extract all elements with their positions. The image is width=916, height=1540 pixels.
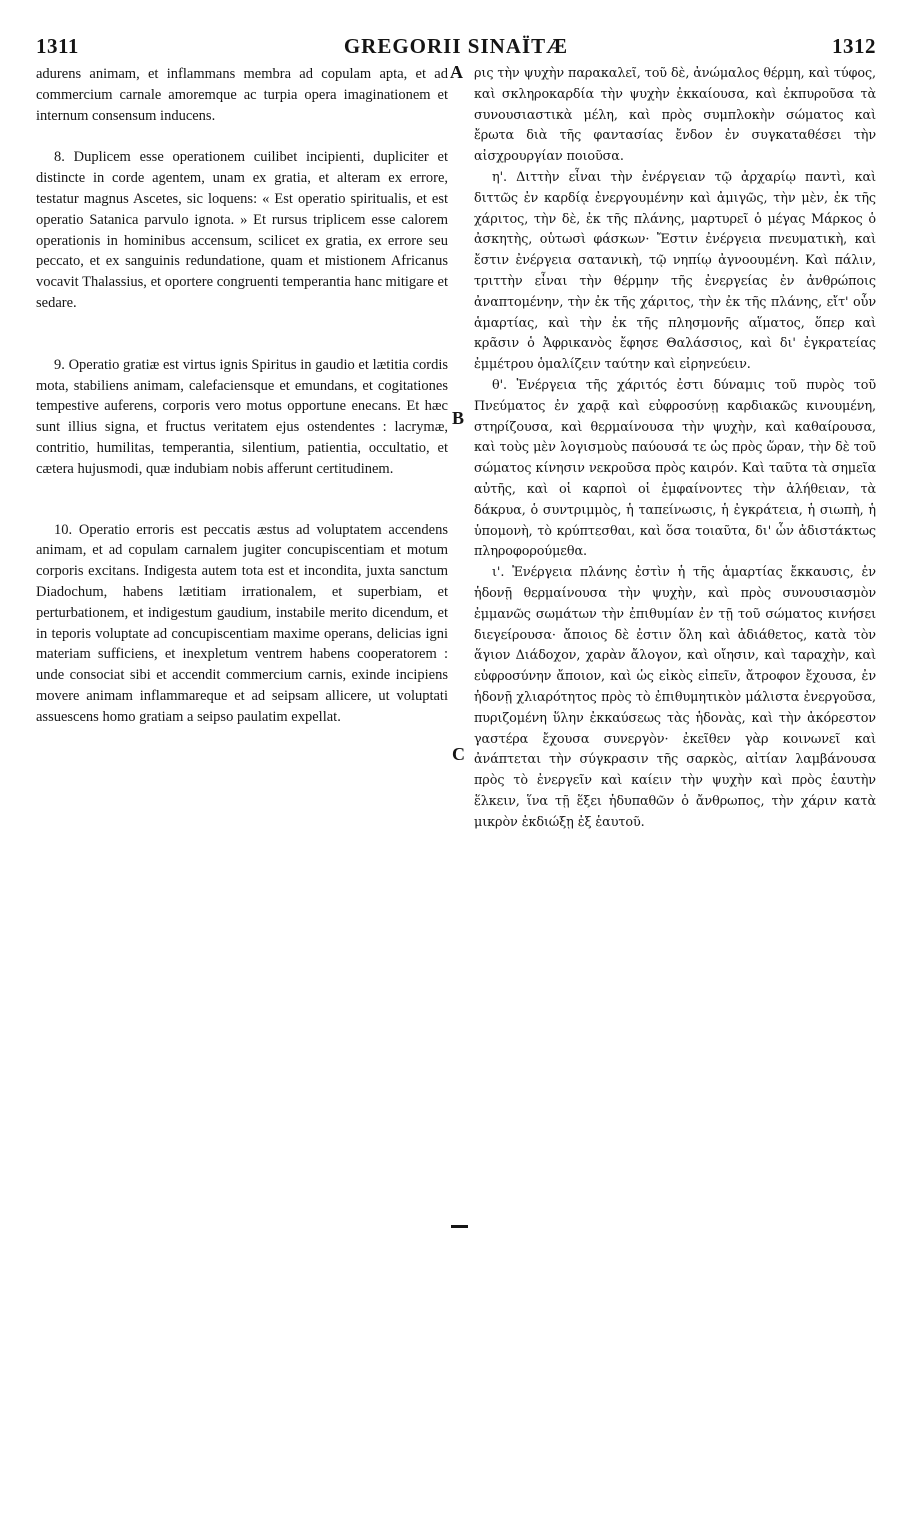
page-header [36,32,876,62]
latin-paragraph-7-end: adurens animam, et inflammans membra ad copulam apta, et ad commercium carnale amoremque ac turpia opera imaginationem et internum consensum inducens. [36,66,448,124]
greek-paragraph-7-end: ρις τὴν ψυχὴν παρακαλεῖ, τοῦ δὲ, ἀνώμαλος θέρμη, καὶ τύφος, καὶ σκληροκαρδία τὴν ψυχὴν ἐκκαίουσα, καὶ ἐκπυροῦσα τὰ συνουσιαστικὰ μέλη, καὶ πρὸς συμπλοκὴν σώματος καὶ ἔρωτα διὰ τῆς φαντασίας ἔνδον ἐν συγκαταθέσει τὴν αἰσχρουργίαν ποιοῦσα. [474,66,876,165]
end-dash [451,1225,468,1228]
page-number-right: 1312 [832,34,876,58]
margin-letter-c: C [452,744,465,764]
greek-column [474,64,876,833]
margin-letter-a: A [450,62,463,82]
margin-letter-b: B [452,408,465,428]
running-title: GREGORII SINAÏTÆ [343,34,569,58]
latin-paragraph-9: 9. Operatio gratiæ est virtus ignis Spiritus in gaudio et lætitia cordis mota, stabiliens animam, calefaciensque et emundans, et cogitationes tempestive auferens, corporis vero motus opportune enecans. Et hæc sunt illius signa, et fructus veritatem ejus ostendentes : lacrymæ, contritio, humilitas, temperantia, silentium, patientia, occultatio, et cætera hujusmodi, quæ indubiam nobis afferunt certitudinem. [36,356,448,477]
greek-paragraph-10: ι'. Ἐνέργεια πλάνης ἐστὶν ἡ τῆς ἁμαρτίας ἔκκαυσις, ἐν ἡδονῇ θερμαίνουσα τὴν ψυχὴν, καὶ πρὸς συνουσιασμὸν ἐμμανῶς σωμάτων τὴν ἐπιθυμίαν ἐν τῇ τοῦ σώματος κινήσει διεγείρουσα· ἄποιος δὲ ἐστιν ὅλη καὶ ἀδιάθετος, κατὰ τὸν ἅγιον Διάδοχον, χαρὰν ἄλογον, καὶ οἴησιν, καὶ ταραχὴν, καὶ εὐφροσύνην ἄποιον, καὶ ὡς εἰκὸς εἰπεῖν, ἄτροφον ἔχουσα, ἐν ἡδονῇ χλιαρότητος πρὸς τὸ ἐπιθυμητικὸν μάλιστα ἐνεργοῦσα, πυριζομένη ὕλην ἐκκαύσεως τὰς ἡδονὰς, καὶ τὴν ἀκόρεστον γαστέρα ἔχουσα συνεργὸν· ἐκεῖθεν γὰρ κοινωνεῖ καὶ ἀνάπτεται τὴν σύγκρασιν τῆς σαρκὸς, αἰτίαν λαμβάνουσα πρὸς τὸ ἐνεργεῖν καὶ καίειν τὴν ψυχὴν καὶ πρὸς ἑαυτὴν ἕλκειν, ἵνα τῇ ἕξει ἡδυπαθῶν ὁ ἄνθρωπος, τὴν χάριν κατὰ μικρὸν ἐκδιώξῃ ἐξ ἑαυτοῦ. [474,565,876,830]
latin-column [36,64,448,728]
greek-paragraph-9: θ'. Ἐνέργεια τῆς χάριτός ἐστι δύναμις τοῦ πυρὸς τοῦ Πνεύματος ἐν χαρᾷ καὶ εὐφροσύνῃ καρδιακῶς κινουμένη, στηρίζουσα, καὶ θερμαίνουσα τὴν ψυχὴν, καὶ καθαίρουσα, καὶ τοὺς μὲν λογισμοὺς παύουσά τε ὡς πρὸς ὥραν, τὴν δὲ τοῦ σώματος κίνησιν νεκροῦσα πρὸς καιρόν. Καὶ ταῦτα τὰ σημεῖα αὐτῆς, καὶ οἱ καρποὶ οἱ ἐμφαίνοντες τὴν ἀλήθειαν, τὰ δάκρυα, ὁ συντριμμὸς, ἡ ταπείνωσις, ἡ ἐγκράτεια, ἡ σιωπὴ, ἡ ὑπομονὴ, τὸ κρύπτεσθαι, καὶ ὅσα τοιαῦτα, δι' ὧν ἀδιστάκτως πληροφορούμεθα. [474,377,876,560]
page-number-left: 1311 [36,34,79,58]
latin-paragraph-10: 10. Operatio erroris est peccatis æstus ad voluptatem accendens animam, et ad copulam carnalem jugiter concupiscentiam et motum corporis excitans. Indigesta autem tota est et incondita, juxta sanctum Diadochum, habens lætitiam irrationalem, et superbiam, et perturbationem, et indigestum gaudium, instabile merito dicendum, et in teporis voluptate ad concupiscentiam maxime operans, delicias igni materiam sufficiens, et inexpletum ventrem habens cooperatorem : unde consociat sibi et accendit commercium carnis, exinde incipiens movere animam inflammareque et ad seipsam allicere, ut voluptati assuescens homo gratiam a seipso paulatim expellat. [36,521,448,725]
latin-paragraph-8: 8. Duplicem esse operationem cuilibet incipienti, dupliciter et distincte in corde agentem, unam ex gratia, et alteram ex errore, testatur magnus Ascetes, sic loquens: « Est operatio spiritualis, et est operatio Satanica parvulo ignota. » Et rursus triplicem esse calorem operationis in hominibus accensum, scilicet ex gratia, ex errore seu peccato, et ex sanguinis redundatione, quam et mistionem Africanus vocavit Thalassius, et oportere congruenti temperantia hanc mitigare et sedare. [36,149,448,311]
greek-paragraph-8: η'. Διττὴν εἶναι τὴν ἐνέργειαν τῷ ἀρχαρίῳ παντὶ, καὶ διττῶς ἐν καρδίᾳ ἐνεργουμένην καὶ ἀμιγῶς, τὴν μὲν, ἐκ τῆς χάριτος, τὴν δὲ, ἐκ τῆς πλάνης, μαρτυρεῖ ὁ μέγας Μάρκος ὁ ἀσκητὴς, οὑτωσὶ φάσκων· Ἔστιν ἐνέργεια πνευματικὴ, καὶ ἔστιν ἐνέργεια σατανικὴ, τῷ νηπίῳ ἀγνοουμένη. Καὶ πάλιν, τριττὴν εἶναι τὴν θέρμην τῆς ἐνεργείας ἐν ἀνθρώποις ἀναπτομένην, τὴν ἐκ τῆς χάριτος, τὴν ἐκ τῆς πλάνης, εἴτ' οὖν ἁμαρτίας, καὶ τὴν ἐκ τῆς πλησμονῆς αἵματος, ὅπερ καὶ κρᾶσιν ὁ Ἀφρικανὸς ἔφησε Θαλάσσιος, καὶ δι' ἐγκρατείας ἐμμέτρου ὁμαλίζειν ταύτην καὶ εἰρηνεύειν. [474,169,876,373]
